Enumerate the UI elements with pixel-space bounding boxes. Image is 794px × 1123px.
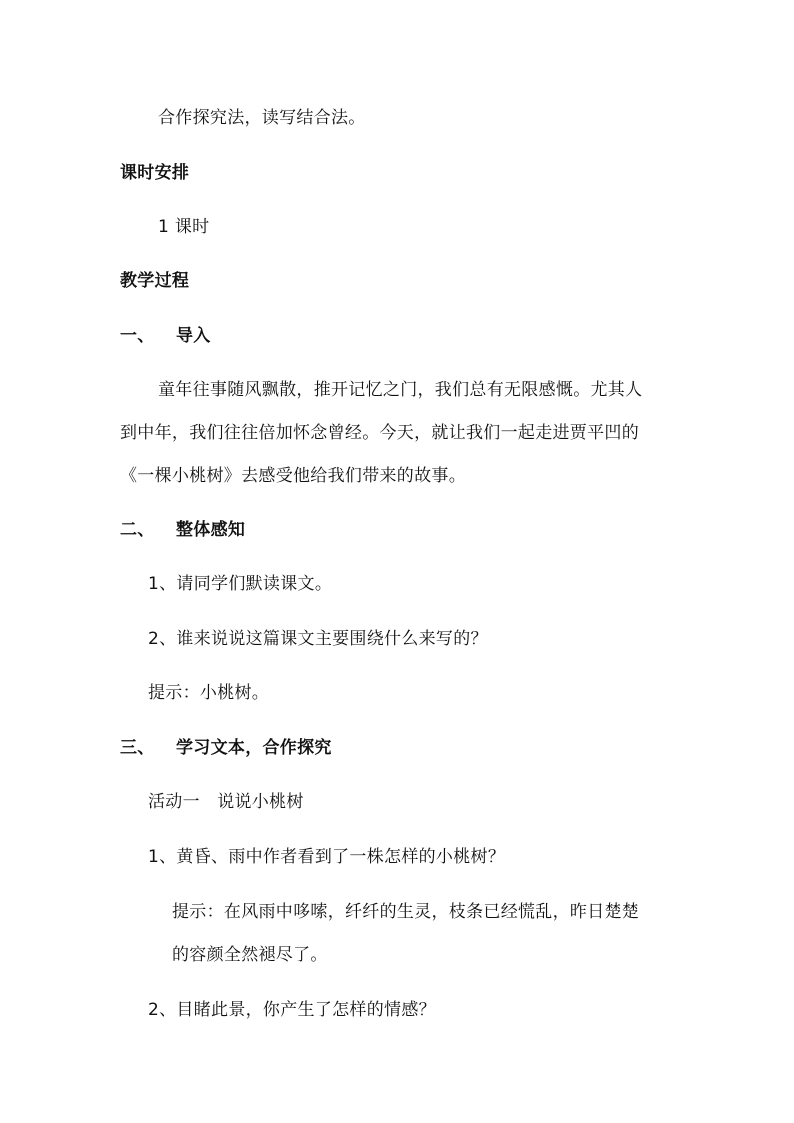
section-3-hint-line-1: 提示：在风雨中哆嗦，纤纤的生灵，枝条已经慌乱，昨日楚楚 (172, 902, 640, 922)
section-1-heading (120, 325, 211, 347)
section-2-title: 整体感知 (176, 520, 246, 540)
section-3-hint-line-2: 的容颜全然褪尽了。 (172, 945, 328, 965)
section-2-item-2: 2、谁来说说这篇课文主要围绕什么来写的？ (148, 629, 488, 649)
section-2-number: 二、 (120, 520, 155, 540)
section-3-question-1: 1、黄昏、雨中作者看到了一株怎样的小桃树？ (148, 847, 506, 867)
section-3-question-2: 2、目睹此景，你产生了怎样的情感？ (148, 1000, 436, 1020)
section-1-paragraph-line-3: 《一棵小桃树》去感受他给我们带来的故事。 (120, 466, 466, 486)
section-2-item-1: 1、请同学们默读课文。 (148, 574, 333, 594)
section-3-heading (120, 737, 332, 759)
schedule-value: 1 课时 (158, 217, 210, 237)
section-1-title: 导入 (176, 326, 211, 346)
section-1-paragraph-line-1: 童年往事随风飘散，推开记忆之门，我们总有无限感慨。尤其人 (158, 380, 643, 400)
section-1-number: 一、 (120, 326, 155, 346)
section-2-heading (120, 519, 245, 541)
activity-title: 活动一 说说小桃树 (148, 792, 304, 812)
section-3-title: 学习文本，合作探究 (176, 738, 332, 758)
section-3-number: 三、 (120, 738, 155, 758)
process-heading: 教学过程 (120, 271, 190, 291)
schedule-heading: 课时安排 (120, 163, 190, 183)
section-1-paragraph-line-2: 到中年，我们往往倍加怀念曾经。今天，就让我们一起走进贾平凹的 (120, 423, 639, 443)
method-text: 合作探究法，读写结合法。 (158, 108, 366, 128)
section-2-hint: 提示：小桃树。 (148, 683, 270, 703)
